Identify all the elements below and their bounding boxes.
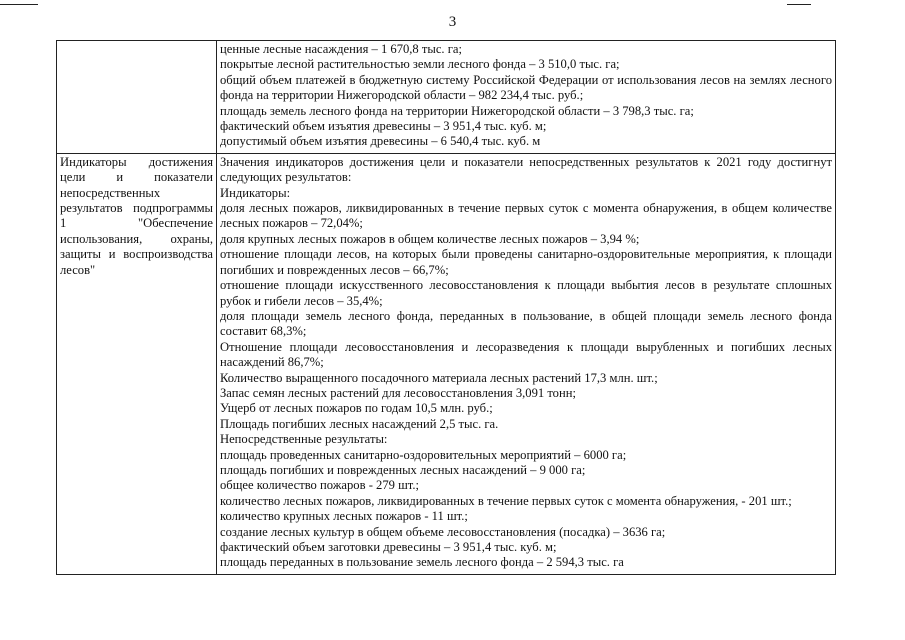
row2-line: отношение площади искусственного лесовосстановления к площади выбытия лесов в результате сплошных рубок и гибели лесов – 35,4%; (220, 278, 832, 308)
row2-line: Индикаторы: (220, 185, 291, 200)
row2-left-cell: Индикаторы достижения цели и показатели непосредственных результатов подпрограммы 1 "Обеспечение использования, охраны, защиты и воспроизводства лесов" (57, 153, 217, 574)
row2-line: площадь переданных в пользование земель лесного фонда – 2 594,3 тыс. га (220, 555, 624, 570)
row2-line: Количество выращенного посадочного материала лесных растений 17,3 млн. шт.; (220, 370, 658, 385)
row2-line: доля лесных пожаров, ликвидированных в течение первых суток с момента обнаружения, в общем количестве лесных пожаров – 72,04%; (220, 201, 832, 231)
row2-line: Площадь погибших лесных насаждений 2,5 тыс. га. (220, 416, 499, 431)
row2-line: площадь погибших и поврежденных лесных насаждений – 9 000 га; (220, 462, 586, 477)
row2-line: фактический объем заготовки древесины – 3 951,4 тыс. куб. м; (220, 540, 557, 554)
table-row (57, 41, 836, 154)
row1-line: допустимый объем изъятия древесины – 6 540,4 тыс. куб. м (220, 134, 541, 149)
row1-line: общий объем платежей в бюджетную систему Российской Федерации от использования лесов на землях лесного фонда на территории Нижегородской области – 982 234,4 тыс. руб.; (220, 72, 832, 103)
row2-line: количество крупных лесных пожаров - 11 шт.; (220, 509, 468, 524)
row1-left-cell (57, 41, 217, 154)
row2-line: Запас семян лесных растений для лесовосстановления 3,091 тонн; (220, 385, 576, 400)
row1-line: фактический объем изъятия древесины – 3 951,4 тыс. куб. м; (220, 119, 547, 134)
row1-right-cell (217, 41, 836, 154)
row2-right-cell (217, 153, 836, 574)
row2-line: создание лесных культур в общем объеме лесовосстановления (посадка) – 3636 га; (220, 524, 666, 539)
row2-line: Отношение площади лесовосстановления и лесоразведения к площади вырубленных и погибших лесных насаждений 86,7%; (220, 339, 832, 370)
row2-line: Значения индикаторов достижения цели и показатели непосредственных результатов к 2021 году достигнут следующих результатов: (220, 154, 832, 185)
table-row (57, 153, 836, 574)
row2-line: Ущерб от лесных пожаров по годам 10,5 млн. руб.; (220, 401, 493, 416)
row1-line: покрытые лесной растительностью земли лесного фонда – 3 510,0 тыс. га; (220, 57, 620, 72)
program-table (56, 40, 836, 575)
row2-line: отношение площади лесов, на которых были проведены санитарно-оздоровительные мероприятия, к площади погибших и поврежденных лесов – 66,7%; (220, 247, 832, 277)
row2-line: доля крупных лесных пожаров в общем количестве лесных пожаров – 3,94 %; (220, 231, 640, 246)
page-number: 3 (448, 14, 457, 30)
row2-line: доля площади земель лесного фонда, переданных в пользование, в общей площади земель лесного фонда составит 68,3%; (220, 308, 832, 339)
row2-line: количество лесных пожаров, ликвидированных в течение первых суток с момента обнаружения, - 201 шт.; (220, 493, 792, 508)
scan-edge-line-left (0, 4, 38, 5)
row2-line: общее количество пожаров - 279 шт.; (220, 478, 419, 493)
row1-line: площадь земель лесного фонда на территории Нижегородской области – 3 798,3 тыс. га; (220, 103, 694, 118)
scan-edge-line-right (787, 4, 811, 5)
row2-line: площадь проведенных санитарно-оздоровительных мероприятий – 6000 га; (220, 447, 627, 462)
row1-line: ценные лесные насаждения – 1 670,8 тыс. га; (220, 42, 462, 56)
row2-line: Непосредственные результаты: (220, 432, 388, 447)
